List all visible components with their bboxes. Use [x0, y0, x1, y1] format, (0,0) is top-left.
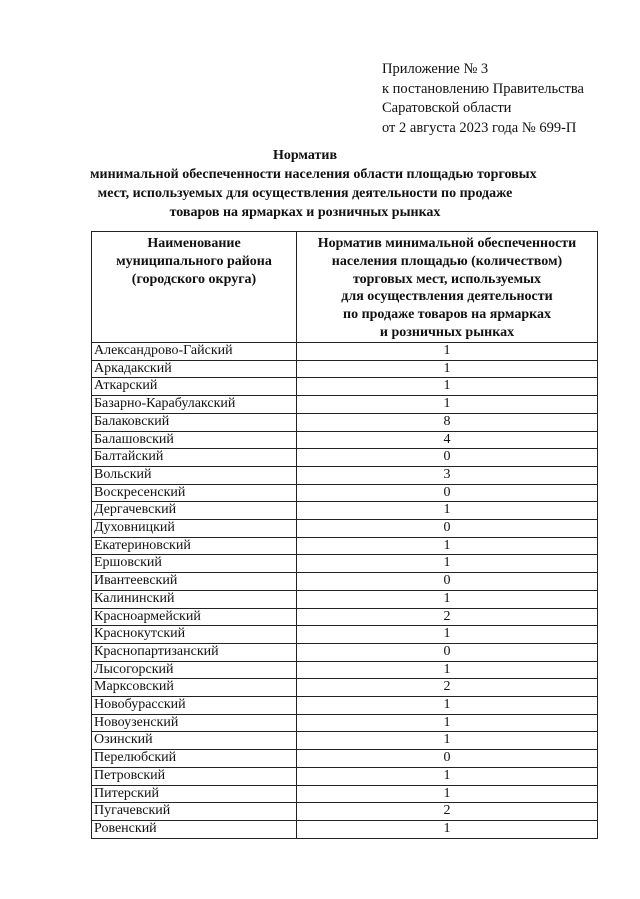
attachment-region: Саратовской области	[382, 100, 512, 116]
table-row	[92, 590, 598, 608]
norm-value: 0	[297, 484, 598, 502]
norm-value: 1	[297, 732, 598, 750]
table-row	[92, 608, 598, 626]
norm-value: 1	[297, 820, 598, 838]
table-row	[92, 803, 598, 821]
district-name: Екатериновский	[92, 537, 297, 555]
norm-value: 1	[297, 714, 598, 732]
district-name: Александрово-Гайский	[92, 343, 297, 361]
district-name: Лысогорский	[92, 661, 297, 679]
district-name: Петровский	[92, 767, 297, 785]
table-row	[92, 537, 598, 555]
district-name: Ершовский	[92, 555, 297, 573]
norm-value: 1	[297, 537, 598, 555]
norm-value: 1	[297, 785, 598, 803]
table-row	[92, 466, 598, 484]
district-name: Ровенский	[92, 820, 297, 838]
header-district: Наименование муниципального района (городского округа)	[92, 232, 297, 343]
norm-value: 1	[297, 343, 598, 361]
district-name: Вольский	[92, 466, 297, 484]
table-row	[92, 413, 598, 431]
table-row	[92, 484, 598, 502]
district-name: Новоузенский	[92, 714, 297, 732]
norm-value: 0	[297, 750, 598, 768]
norm-value: 1	[297, 697, 598, 715]
district-name: Калининский	[92, 590, 297, 608]
district-name: Пугачевский	[92, 803, 297, 821]
district-name: Воскресенский	[92, 484, 297, 502]
table-row	[92, 378, 598, 396]
norm-value: 1	[297, 502, 598, 520]
title-line-4: товаров на ярмарках и розничных рынках	[169, 205, 441, 220]
norm-value: 1	[297, 626, 598, 644]
title-line-2: минимальной обеспеченности населения области площадью торговых	[90, 167, 537, 182]
norms-table	[91, 231, 598, 839]
district-name: Краснокутский	[92, 626, 297, 644]
norm-value: 1	[297, 661, 598, 679]
attachment-heading	[382, 60, 584, 138]
district-name: Дергачевский	[92, 502, 297, 520]
norm-value: 1	[297, 555, 598, 573]
table-row	[92, 785, 598, 803]
district-name: Базарно-Карабулакский	[92, 396, 297, 414]
district-name: Марксовский	[92, 679, 297, 697]
district-name: Балаковский	[92, 413, 297, 431]
district-name: Балашовский	[92, 431, 297, 449]
district-name: Озинский	[92, 732, 297, 750]
table-row	[92, 643, 598, 661]
table-row	[92, 396, 598, 414]
norm-value: 2	[297, 803, 598, 821]
norm-value: 1	[297, 360, 598, 378]
norm-value: 4	[297, 431, 598, 449]
table-row	[92, 750, 598, 768]
table-row	[92, 573, 598, 591]
norm-value: 1	[297, 590, 598, 608]
table-row	[92, 679, 598, 697]
norm-value: 2	[297, 679, 598, 697]
table-row	[92, 732, 598, 750]
document-title	[90, 146, 537, 222]
attachment-date: от 2 августа 2023 года № 699-П	[382, 119, 577, 136]
table-row	[92, 767, 598, 785]
district-name: Красноармейский	[92, 608, 297, 626]
norm-value: 0	[297, 643, 598, 661]
header-norm: Норматив минимальной обеспеченности населения площадью (количеством) торговых мест, используемых для осуществления деятельности по продаже товаров на ярмарках и розничных рынках	[297, 232, 598, 343]
table-row	[92, 697, 598, 715]
attachment-resolution: к постановлению Правительства	[382, 80, 584, 97]
district-name: Питерский	[92, 785, 297, 803]
attachment-number: Приложение № 3	[382, 61, 489, 77]
table-row	[92, 449, 598, 467]
district-name: Духовницкий	[92, 520, 297, 538]
table-row	[92, 820, 598, 838]
table-row	[92, 520, 598, 538]
district-name: Балтайский	[92, 449, 297, 467]
norm-value: 8	[297, 413, 598, 431]
district-name: Краснопартизанский	[92, 643, 297, 661]
table-row	[92, 360, 598, 378]
district-name: Перелюбский	[92, 750, 297, 768]
norm-value: 2	[297, 608, 598, 626]
table-header-row	[92, 232, 598, 343]
district-name: Аткарский	[92, 378, 297, 396]
norm-value: 0	[297, 449, 598, 467]
norm-value: 1	[297, 378, 598, 396]
table-row	[92, 661, 598, 679]
title-line-1: Норматив	[272, 148, 338, 163]
district-name: Аркадакский	[92, 360, 297, 378]
norm-value: 1	[297, 396, 598, 414]
title-line-3: мест, используемых для осуществления деятельности по продаже	[97, 186, 513, 201]
table-row	[92, 555, 598, 573]
table-row	[92, 626, 598, 644]
norm-value: 3	[297, 466, 598, 484]
district-name: Ивантеевский	[92, 573, 297, 591]
norm-value: 1	[297, 767, 598, 785]
table-row	[92, 431, 598, 449]
district-name: Новобурасский	[92, 697, 297, 715]
table-row	[92, 343, 598, 361]
table-row	[92, 714, 598, 732]
table-row	[92, 502, 598, 520]
norm-value: 0	[297, 520, 598, 538]
norm-value: 0	[297, 573, 598, 591]
